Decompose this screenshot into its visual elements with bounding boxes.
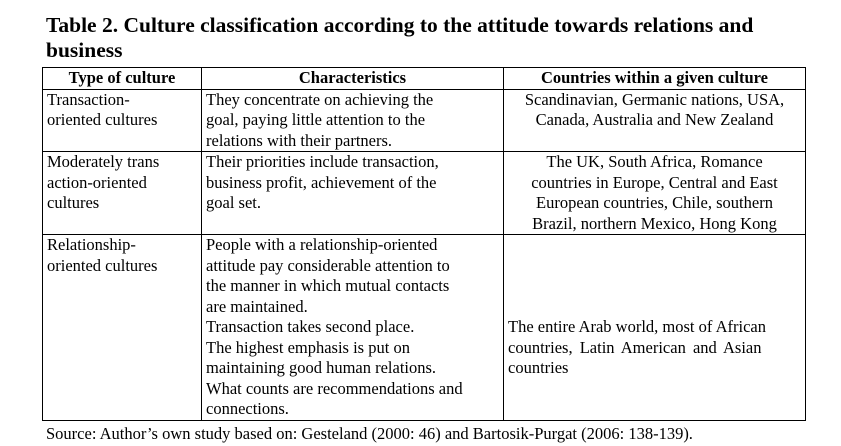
header-type-of-culture: Type of culture bbox=[43, 68, 202, 90]
cell-countries bbox=[504, 235, 806, 421]
header-characteristics: Characteristics bbox=[202, 68, 504, 90]
cell-line: Canada, Australia and New Zealand bbox=[535, 110, 774, 129]
cell-characteristics bbox=[202, 152, 504, 235]
table-row bbox=[43, 235, 806, 421]
cell-line: European countries, Chile, southern bbox=[536, 193, 773, 212]
cell-line: maintaining good human relations. bbox=[206, 358, 437, 377]
cell-line: The UK, South Africa, Romance bbox=[546, 152, 763, 171]
cell-characteristics bbox=[202, 235, 504, 421]
cell-line: Transaction- bbox=[47, 89, 130, 109]
cell-line: are maintained. bbox=[206, 296, 308, 316]
cell-line: goal, paying little attention to the bbox=[206, 110, 426, 129]
cell-line: the manner in which mutual contacts bbox=[206, 276, 450, 295]
header-countries: Countries within a given culture bbox=[504, 68, 806, 90]
cell-line: oriented cultures bbox=[47, 255, 158, 275]
cell-line: They concentrate on achieving the bbox=[206, 89, 434, 109]
cell-line: cultures bbox=[47, 193, 100, 212]
cell-line: People with a relationship-oriented bbox=[206, 235, 438, 254]
cell-line: countries bbox=[508, 358, 569, 377]
culture-classification-table bbox=[42, 67, 806, 421]
cell-line: goal set. bbox=[206, 193, 261, 212]
cell-line: Scandinavian, Germanic nations, USA, bbox=[524, 89, 785, 109]
cell-line: The entire Arab world, most of African bbox=[508, 317, 766, 336]
cell-line: countries in Europe, Central and East bbox=[531, 172, 778, 192]
source-note: Source: Author’s own study based on: Gesteland (2000: 46) and Bartosik-Purgat (2006: 138-139). bbox=[46, 424, 693, 443]
cell-line: What counts are recommendations and bbox=[206, 378, 463, 398]
cell-line: Transaction takes second place. bbox=[206, 317, 415, 336]
countries-block bbox=[508, 317, 801, 379]
cell-line: Their priorities include transaction, bbox=[206, 152, 439, 171]
cell-line: business profit, achievement of the bbox=[206, 172, 437, 192]
cell-line: Brazil, northern Mexico, Hong Kong bbox=[532, 213, 777, 233]
table-row bbox=[43, 152, 806, 235]
cell-line: countries, Latin American and Asian bbox=[508, 337, 762, 357]
cell-type bbox=[43, 152, 202, 235]
cell-line: relations with their partners. bbox=[206, 130, 393, 150]
table-header-row bbox=[43, 68, 806, 90]
cell-line: oriented cultures bbox=[47, 110, 158, 129]
cell-line: attitude pay considerable attention to bbox=[206, 255, 450, 275]
cell-type bbox=[43, 89, 202, 152]
cell-characteristics bbox=[202, 89, 504, 152]
cell-line: Relationship- bbox=[47, 235, 136, 254]
cell-countries bbox=[504, 89, 806, 152]
table-title: Table 2. Culture classification according to the attitude towards relations and business bbox=[46, 13, 754, 62]
cell-type bbox=[43, 235, 202, 421]
table-row bbox=[43, 89, 806, 152]
cell-line: connections. bbox=[206, 399, 289, 418]
cell-line: The highest emphasis is put on bbox=[206, 337, 410, 357]
cell-countries bbox=[504, 152, 806, 235]
cell-line: action-oriented bbox=[47, 172, 147, 192]
cell-line: Moderately trans bbox=[47, 152, 160, 171]
